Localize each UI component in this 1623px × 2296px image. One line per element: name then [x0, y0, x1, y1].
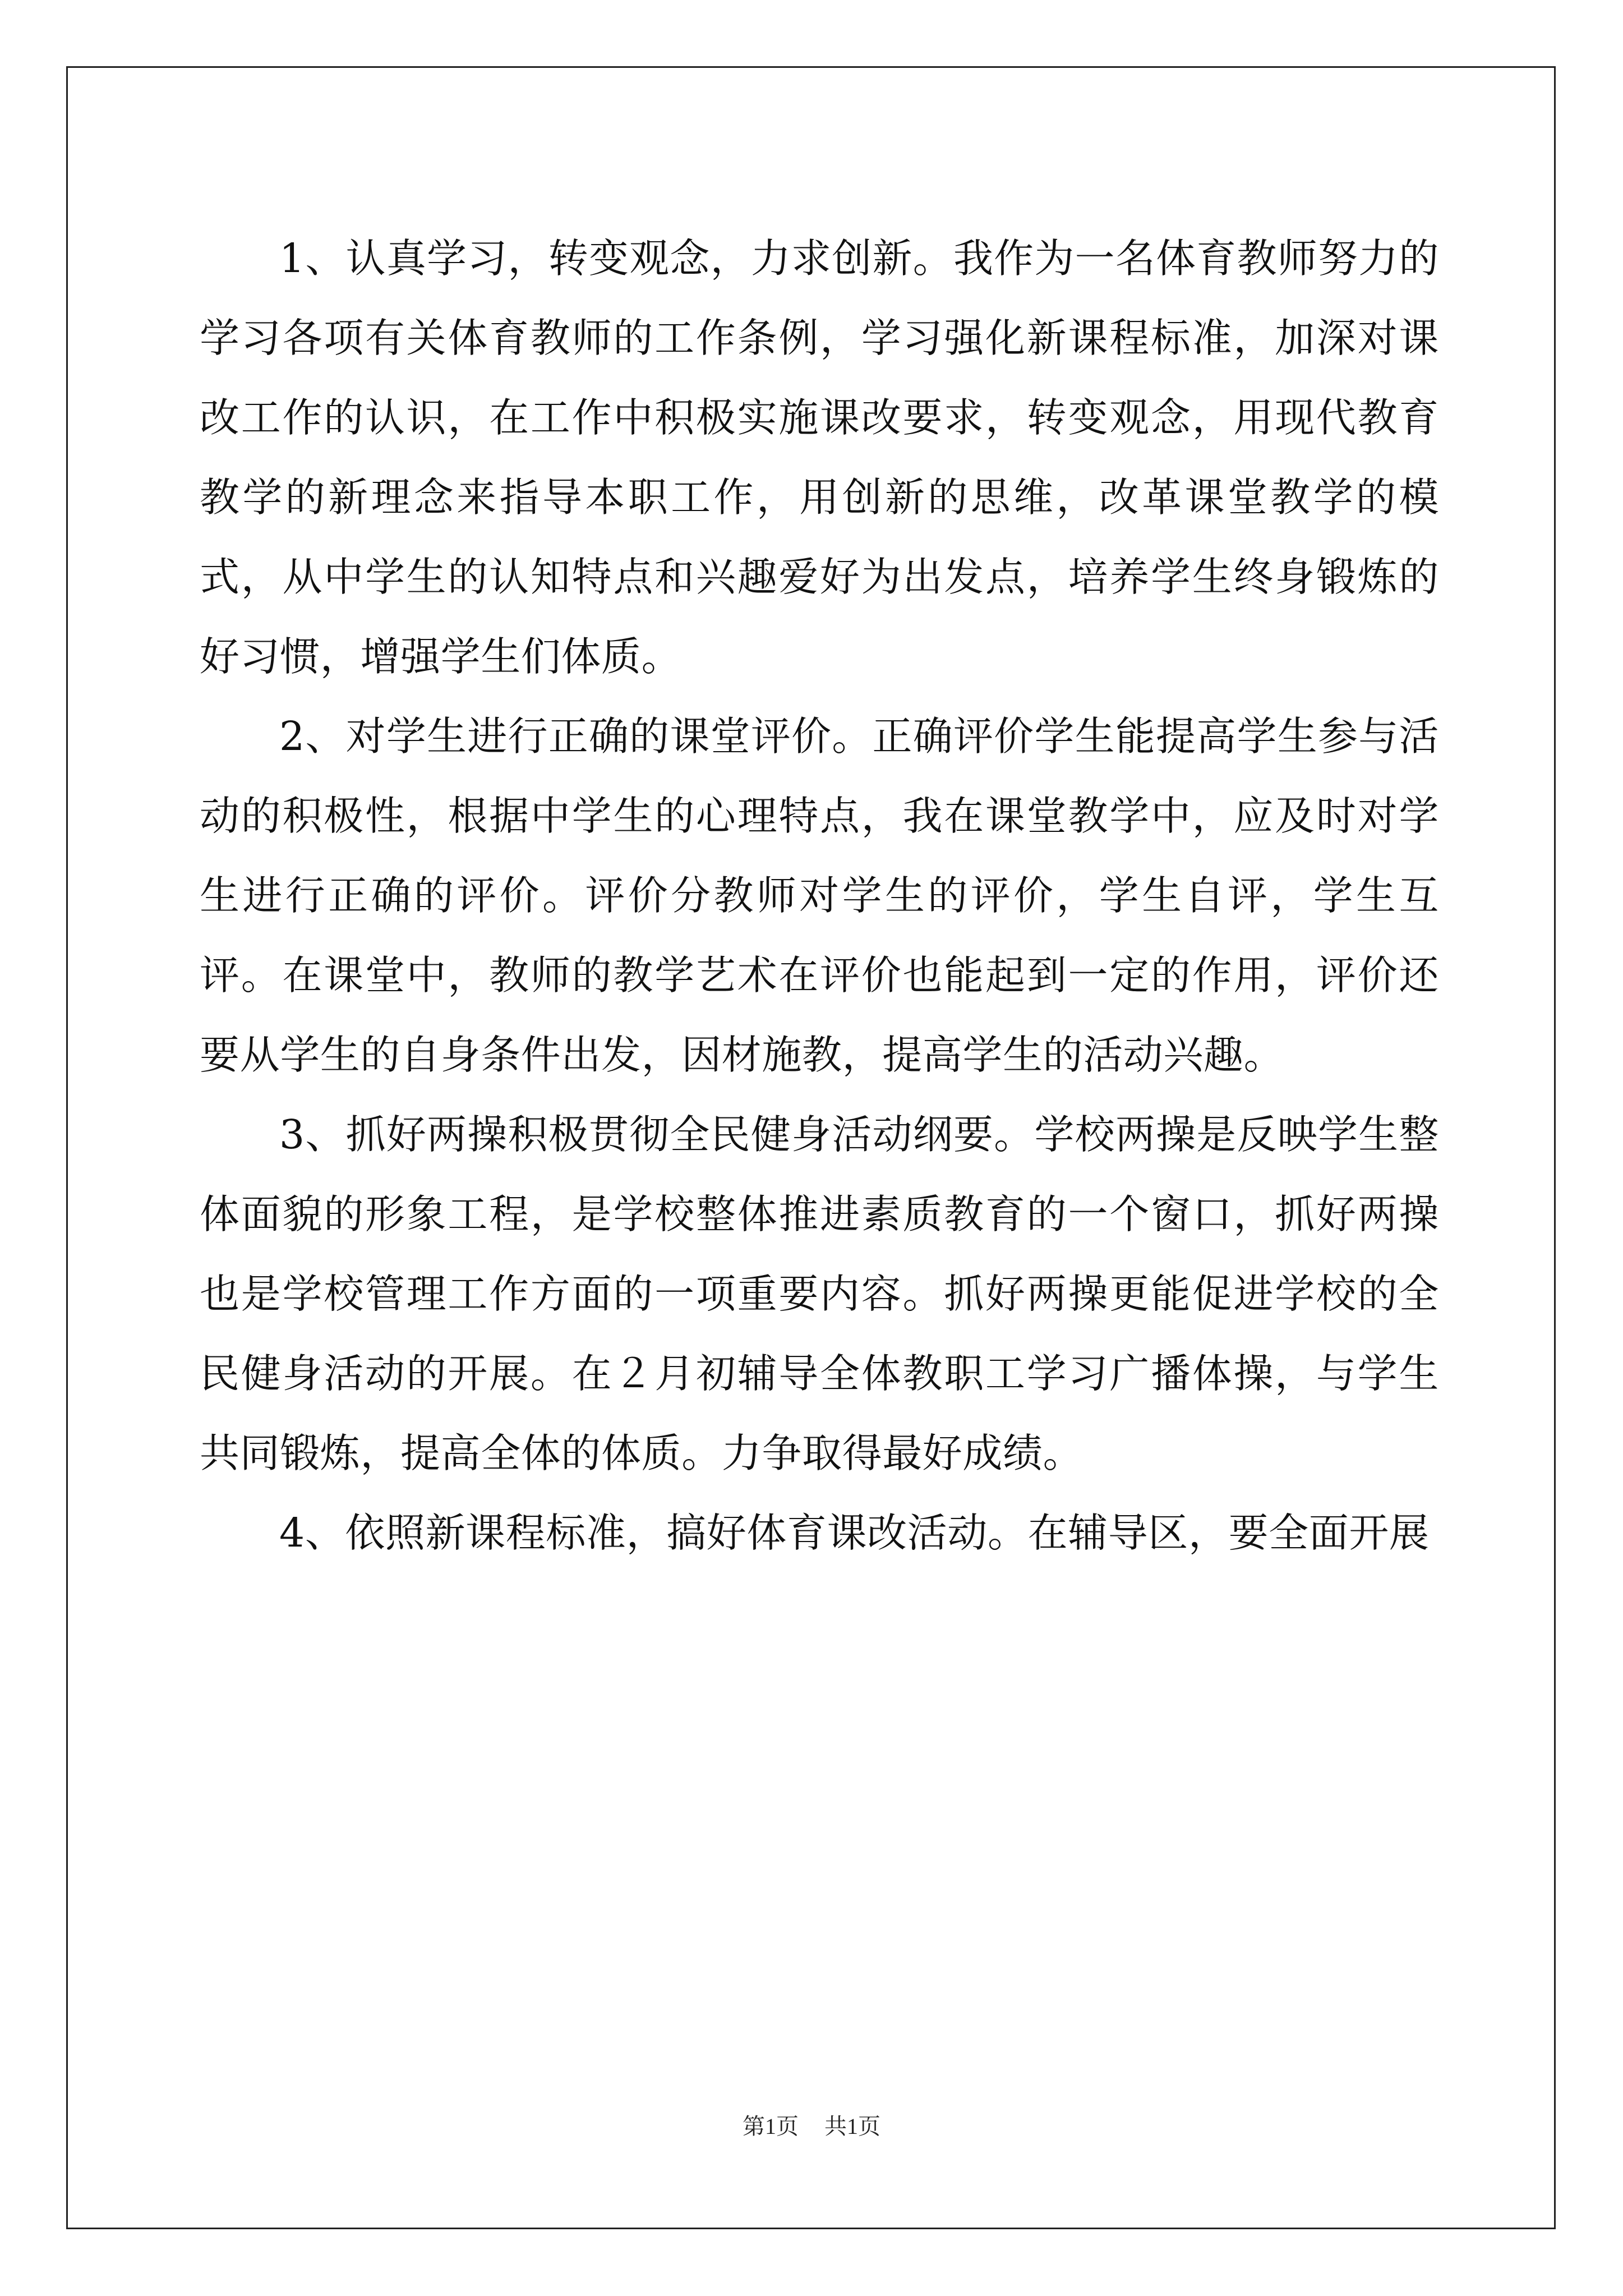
paragraph-2: 2、对学生进行正确的课堂评价。正确评价学生能提高学生参与活动的积极性，根据中学生的心理特点，我在课堂教学中，应及时对学生进行正确的评价。评价分教师对学生的评价，学生自评，学生互评。在课堂中，教师的教学艺术在评价也能起到一定的作用，评价还要从学生的自身条件出发，因材施教，提高学生的活动兴趣。	[200, 713, 1439, 1078]
paragraph-4: 4、依照新课程标准，搞好体育课改活动。在辅导区，要全面开展	[279, 1510, 1430, 1556]
page-total: 共1页	[824, 2114, 880, 2139]
page-footer	[0, 2113, 1623, 2141]
paragraph-3: 3、抓好两操积极贯彻全民健身活动纲要。学校两操是反映学生整体面貌的形象工程，是学校整体推进素质教育的一个窗口，抓好两操也是学校管理工作方面的一项重要内容。抓好两操更能促进学校的全民健身活动的开展。在２月初辅导全体教职工学习广播体操，与学生共同锻炼，提高全体的体质。力争取得最好成绩。	[200, 1111, 1439, 1476]
page-number: 第1页	[743, 2114, 799, 2139]
paragraph-1: 1、认真学习，转变观念，力求创新。我作为一名体育教师努力的学习各项有关体育教师的工作条例，学习强化新课程标准，加深对课改工作的认识，在工作中积极实施课改要求，转变观念，用现代教育教学的新理念来指导本职工作，用创新的思维，改革课堂教学的模式，从中学生的认知特点和兴趣爱好为出发点，培养学生终身锻炼的好习惯，增强学生们体质。	[200, 235, 1439, 680]
document-body	[200, 219, 1439, 1573]
